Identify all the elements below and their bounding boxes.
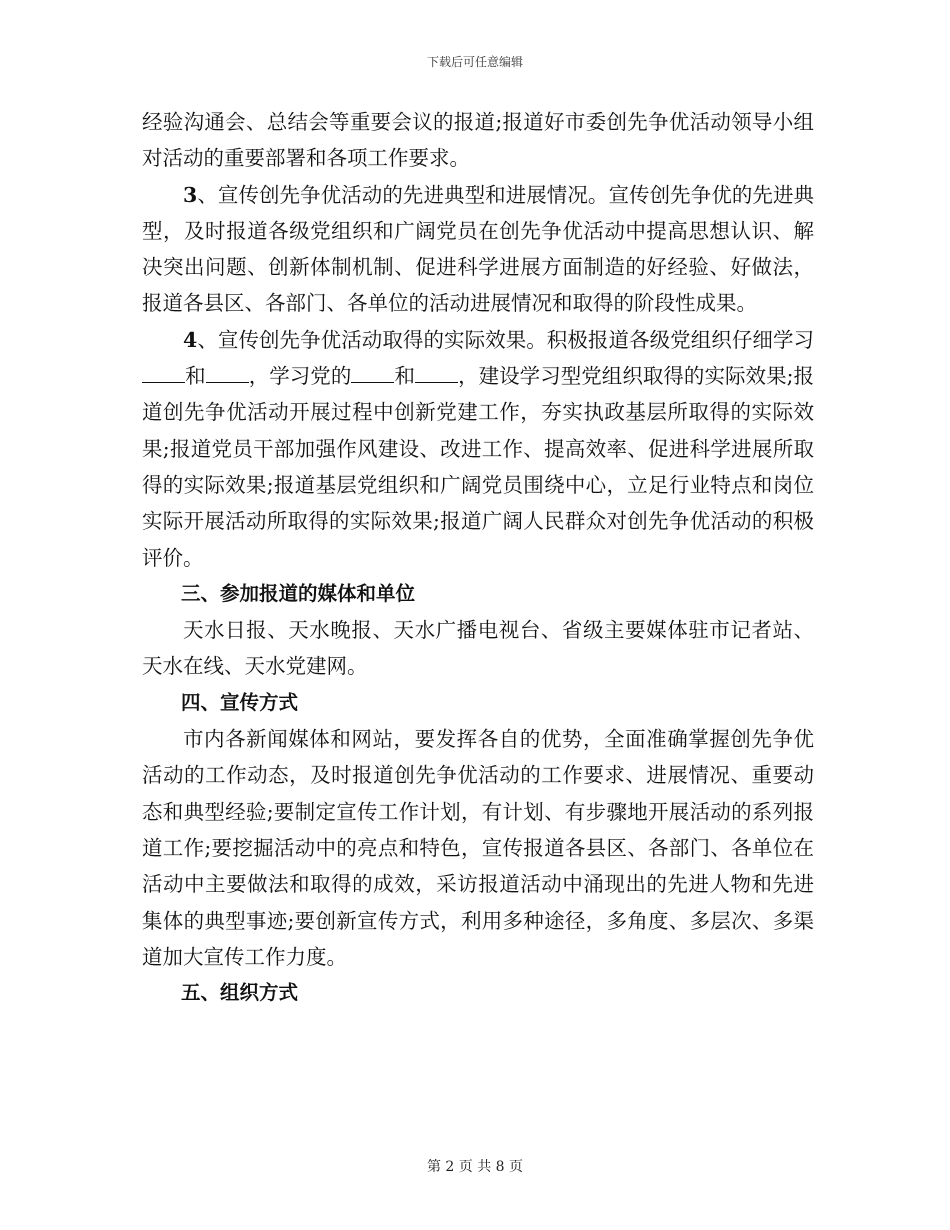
item-text-part: 、宣传创先争优活动取得的实际效果。积极报道各级党组织仔细学习 — [197, 327, 814, 352]
item-text-part: ，学习党的 — [248, 364, 352, 389]
fill-blank — [206, 364, 249, 383]
section-heading-3: 三、参加报道的媒体和单位 — [181, 581, 416, 605]
paragraph-media-list: 天水日报、天水晚报、天水广播电视台、省级主要媒体驻市记者站、天水在线、天水党建网。 — [142, 618, 814, 679]
fill-blank — [415, 364, 458, 383]
page-header: 下载后可任意编辑 — [426, 55, 523, 69]
paragraph-publicity-method: 市内各新闻媒体和网站，要发挥各自的优势，全面准确掌握创先争优活动的工作动态，及时报道创先争优活动的工作要求、进展情况、重要动态和典型经验;要制定宣传工作计划，有计划、有步骤地开展活动的系列报道工作;要挖掘活动中的亮点和特色，宣传报道各县区、各部门、各单位在活动中主要做法和取得的成效，采访报道活动中涌现出的先进人物和先进集体的典型事迹;要创新宣传方式，利用多种途径，多角度、多层次、多渠道加大宣传工作力度。 — [142, 727, 814, 969]
page-number: 第 2 页 共 8 页 — [426, 1159, 524, 1175]
fill-blank — [142, 364, 185, 383]
item-text: 、宣传创先争优活动的先进典型和进展情况。宣传创先争优的先进典型，及时报道各级党组织和广阔党员在创先争优活动中提高思想认识、解决突出问题、创新体制机制、促进科学进展方面制造的好经验、好做法，报道各县区、各部门、各单位的活动进展情况和取得的阶段性成果。 — [142, 182, 814, 316]
paragraph-item-3 — [142, 177, 814, 322]
item-text-part: 和 — [185, 364, 206, 389]
paragraph-continuation: 经验沟通会、总结会等重要会议的报道;报道好市委创先争优活动领导小组对活动的重要部署和各项工作要求。 — [142, 110, 814, 171]
section-heading-5: 五、组织方式 — [181, 981, 299, 1005]
section-heading-4: 四、宣传方式 — [181, 690, 299, 714]
item-number: 3 — [183, 182, 198, 207]
fill-blank — [351, 364, 394, 383]
paragraph-item-4 — [142, 322, 814, 576]
document-body — [142, 104, 814, 1011]
item-text-part: ，建设学习型党组织取得的实际效果;报道创先争优活动开展过程中创新党建工作，夯实执政基层所取得的实际效果;报道党员干部加强作风建设、改进工作、提高效率、促进科学进展所取得的实际效果;报道基层党组织和广阔党员围绕中心，立足行业特点和岗位实际开展活动所取得的实际效果;报道广阔人民群众对创先争优活动的积极评价。 — [142, 364, 815, 570]
item-number: 4 — [183, 327, 198, 352]
item-text-part: 和 — [394, 364, 415, 389]
